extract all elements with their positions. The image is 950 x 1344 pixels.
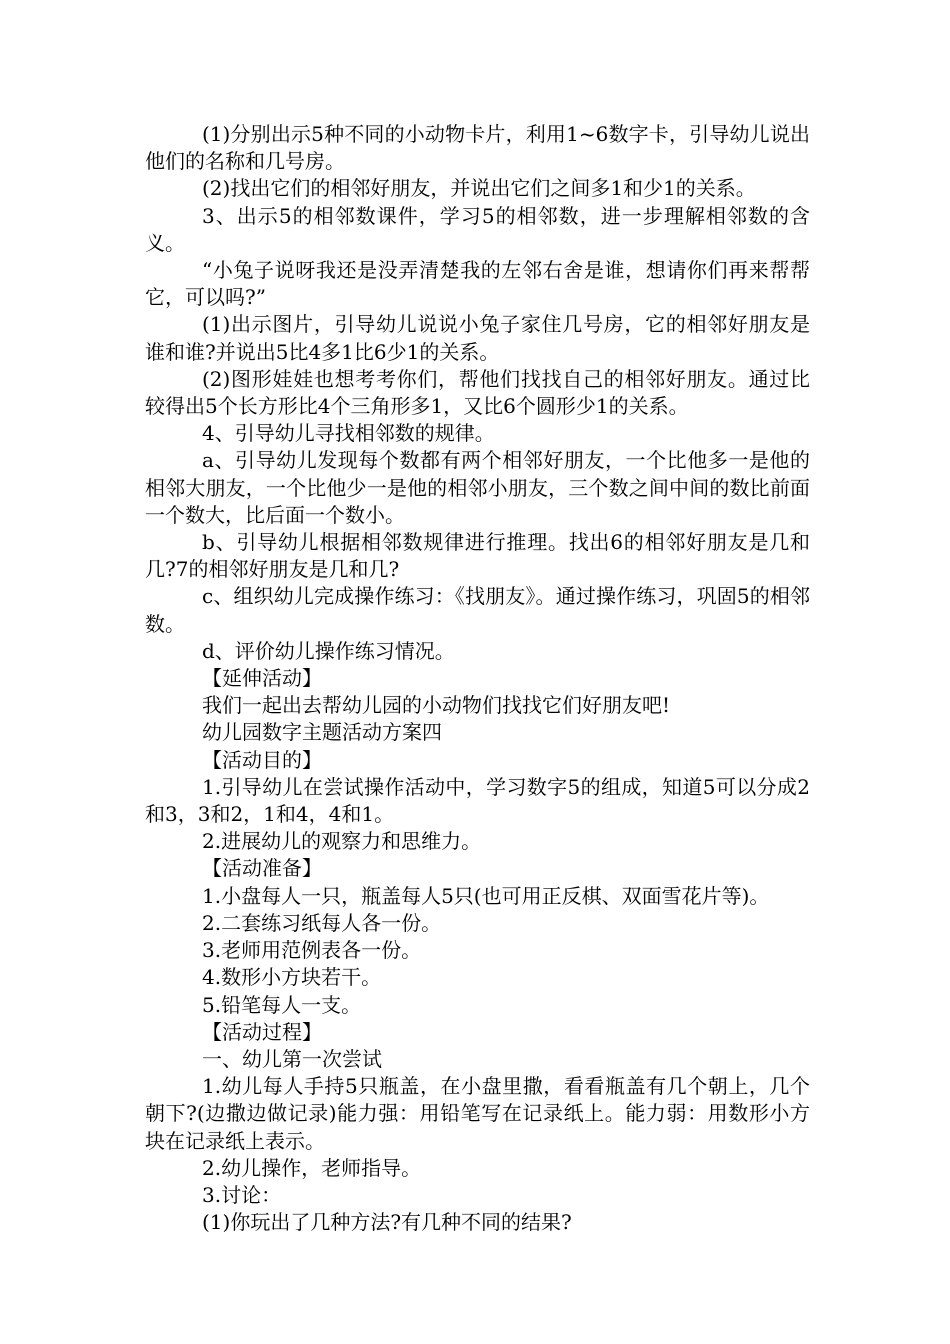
paragraph: 1.引导幼儿在尝试操作活动中，学习数字5的组成，知道5可以分成2和3，3和2，1和4，4和1。 (145, 774, 810, 827)
paragraph: 2.幼儿操作，老师指导。 (202, 1155, 422, 1180)
section-heading: 【延伸活动】 (202, 666, 322, 691)
plan-title: 幼儿园数字主题活动方案四 (202, 720, 442, 745)
paragraph: 我们一起出去帮幼儿园的小动物们找找它们好朋友吧! (202, 693, 671, 718)
paragraph: (2)找出它们的相邻好朋友，并说出它们之间多1和少1的关系。 (202, 176, 756, 201)
paragraph: 3、出示5的相邻数课件，学习5的相邻数，进一步理解相邻数的含义。 (145, 203, 810, 255)
paragraph: (2)图形娃娃也想考考你们，帮他们找找自己的相邻好朋友。通过比较得出5个长方形比4个三角形多1，又比6个圆形少1的关系。 (145, 366, 810, 419)
paragraph: 一、幼儿第一次尝试 (202, 1046, 382, 1071)
section-heading: 【活动目的】 (202, 747, 322, 772)
document-body (145, 121, 810, 1236)
paragraph: (1)你玩出了几种方法?有几种不同的结果? (202, 1210, 572, 1235)
paragraph: 2.进展幼儿的观察力和思维力。 (202, 829, 482, 854)
paragraph: 1.幼儿每人手持5只瓶盖，在小盘里撒，看看瓶盖有几个朝上，几个朝下?(边撒边做记录)能力强：用铅笔写在记录纸上。能力弱：用数形小方块在记录纸上表示。 (145, 1074, 810, 1153)
paragraph: c、组织幼儿完成操作练习：《找朋友》。通过操作练习，巩固5的相邻数。 (145, 584, 810, 636)
section-heading: 【活动过程】 (202, 1019, 322, 1044)
paragraph: a、引导幼儿发现每个数都有两个相邻好朋友，一个比他多一是他的相邻大朋友，一个比他少一是他的相邻小朋友，三个数之间中间的数比前面一个数大，比后面一个数小。 (145, 448, 810, 527)
paragraph: d、评价幼儿操作练习情况。 (202, 638, 455, 663)
paragraph: “小兔子说呀我还是没弄清楚我的左邻右舍是谁，想请你们再来帮帮它，可以吗?” (145, 258, 810, 310)
paragraph: 1.小盘每人一只，瓶盖每人5只(也可用正反棋、双面雪花片等)。 (202, 883, 770, 908)
paragraph: 3.老师用范例表各一份。 (202, 938, 422, 963)
paragraph: b、引导幼儿根据相邻数规律进行推理。找出6的相邻好朋友是几和几?7的相邻好朋友是几和几? (145, 530, 810, 582)
paragraph: (1)分别出示5种不同的小动物卡片，利用1~6数字卡，引导幼儿说出他们的名称和几号房。 (145, 122, 810, 174)
paragraph: (1)出示图片，引导幼儿说说小兔子家住几号房，它的相邻好朋友是谁和谁?并说出5比4多1比6少1的关系。 (145, 312, 810, 364)
section-heading: 【活动准备】 (202, 856, 322, 881)
paragraph: 4、引导幼儿寻找相邻数的规律。 (202, 421, 495, 446)
paragraph: 4.数形小方块若干。 (202, 965, 382, 990)
paragraph: 3.讨论： (202, 1182, 282, 1207)
paragraph: 2.二套练习纸每人各一份。 (202, 910, 442, 935)
paragraph: 5.铅笔每人一支。 (202, 992, 362, 1017)
